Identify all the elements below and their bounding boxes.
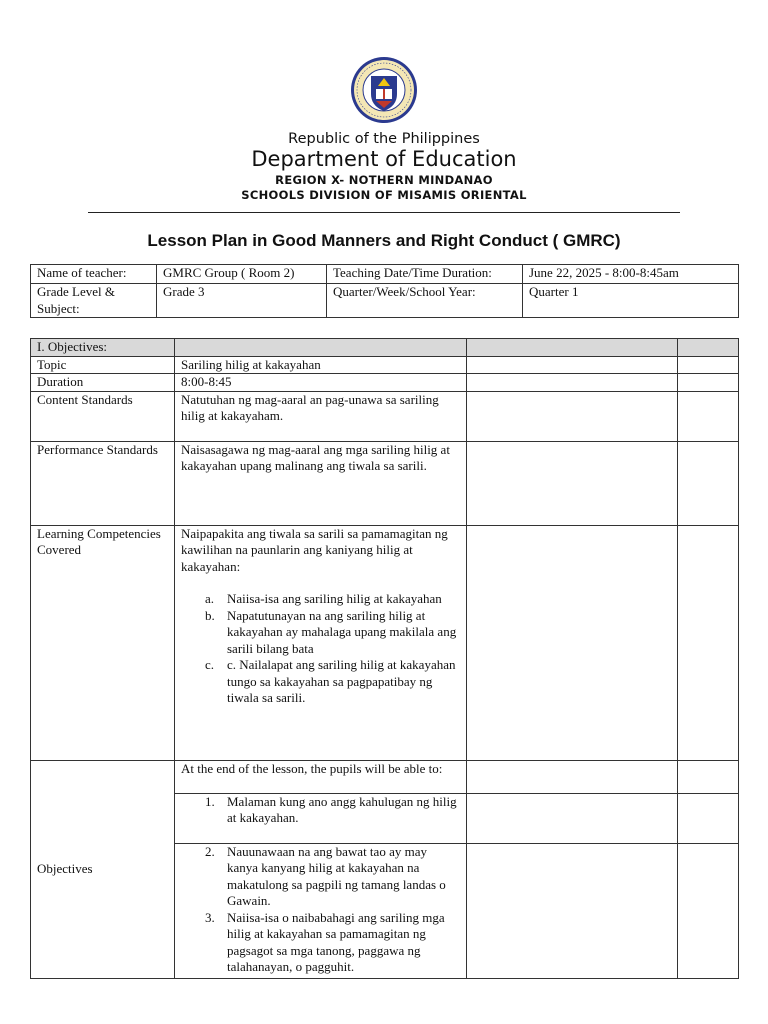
list-item: c. c. Nailalapat ang sariling hilig at kakayahan tungo sa kakayahan sa pagpapatibay ng tiwala sa sarili. bbox=[205, 657, 456, 705]
lesson-plan-table bbox=[30, 338, 739, 979]
teacher-label: Name of teacher: bbox=[31, 265, 157, 284]
performance-standards-value: Naisasagawa ng mag-aaral ang mga sariling hilig at kakayahan upang malinang ang tiwala sa sarili. bbox=[175, 441, 467, 525]
objectives-section-heading: I. Objectives: bbox=[31, 339, 175, 357]
duration-label: Duration bbox=[31, 374, 175, 392]
objective-item-1 bbox=[175, 793, 467, 843]
competencies-intro: Naipapakita ang tiwala sa sarili sa pamamagitan ng kawilihan na paunlarin ang kaniyang hilig at kakayahan: bbox=[181, 525, 448, 574]
date-label: Teaching Date/Time Duration: bbox=[327, 265, 523, 284]
content-standards-value: Natutuhan ng mag-aaral an pag-unawa sa sariling hilig at kakayaham. bbox=[175, 391, 467, 441]
objectives-intro: At the end of the lesson, the pupils will be able to: bbox=[175, 760, 467, 793]
content-standards-label: Content Standards bbox=[31, 391, 175, 441]
region-heading: REGION X- NOTHERN MINDANAO bbox=[275, 173, 493, 187]
list-item: b. Napatutunayan na ang sariling hilig at kakayahan ay mahalaga upang makilala ang sarili bilang bata bbox=[205, 607, 457, 656]
competencies-cell bbox=[175, 525, 467, 760]
performance-standards-label: Performance Standards bbox=[31, 441, 175, 525]
teacher-value: GMRC Group ( Room 2) bbox=[157, 265, 327, 284]
list-item: 1. Malaman kung ano angg kahulugan ng hilig at kakayahan. bbox=[205, 793, 457, 825]
list-item: 2. Nauunawaan na ang bawat tao ay may kanya kanyang hilig at kakayahan na makatulong sa pagpili ng tamang landas o Gawain. bbox=[205, 843, 446, 908]
duration-value: 8:00-8:45 bbox=[175, 374, 467, 392]
topic-label: Topic bbox=[31, 356, 175, 374]
department-heading: Department of Education bbox=[251, 147, 517, 171]
list-item: 3. Naiisa-isa o naibabahagi ang sariling mga hilig at kakayahan sa pamamagitan ng pagsagot sa mga tanong, paggawa ng talahanayan, o pagguhit. bbox=[205, 909, 445, 974]
header-divider bbox=[88, 212, 680, 213]
topic-value: Sariling hilig at kakayahan bbox=[175, 356, 467, 374]
competencies-list bbox=[181, 591, 460, 707]
objective-items-2-3 bbox=[175, 843, 467, 978]
list-item: a. Naiisa-isa ang sariling hilig at kakayahan bbox=[205, 591, 442, 606]
grade-value: Grade 3 bbox=[157, 284, 327, 318]
quarter-label: Quarter/Week/School Year: bbox=[327, 284, 523, 318]
objectives-label: Objectives bbox=[31, 760, 175, 978]
lesson-info-table bbox=[30, 264, 739, 318]
deped-seal-logo bbox=[345, 56, 423, 124]
competencies-label: Learning Competencies Covered bbox=[31, 525, 175, 760]
grade-label: Grade Level & Subject: bbox=[31, 284, 157, 318]
date-value: June 22, 2025 - 8:00-8:45am bbox=[523, 265, 739, 284]
lesson-plan-title: Lesson Plan in Good Manners and Right Conduct ( GMRC) bbox=[147, 231, 621, 250]
division-heading: SCHOOLS DIVISION OF MISAMIS ORIENTAL bbox=[241, 188, 527, 202]
republic-heading: Republic of the Philippines bbox=[288, 131, 480, 147]
quarter-value: Quarter 1 bbox=[523, 284, 739, 318]
